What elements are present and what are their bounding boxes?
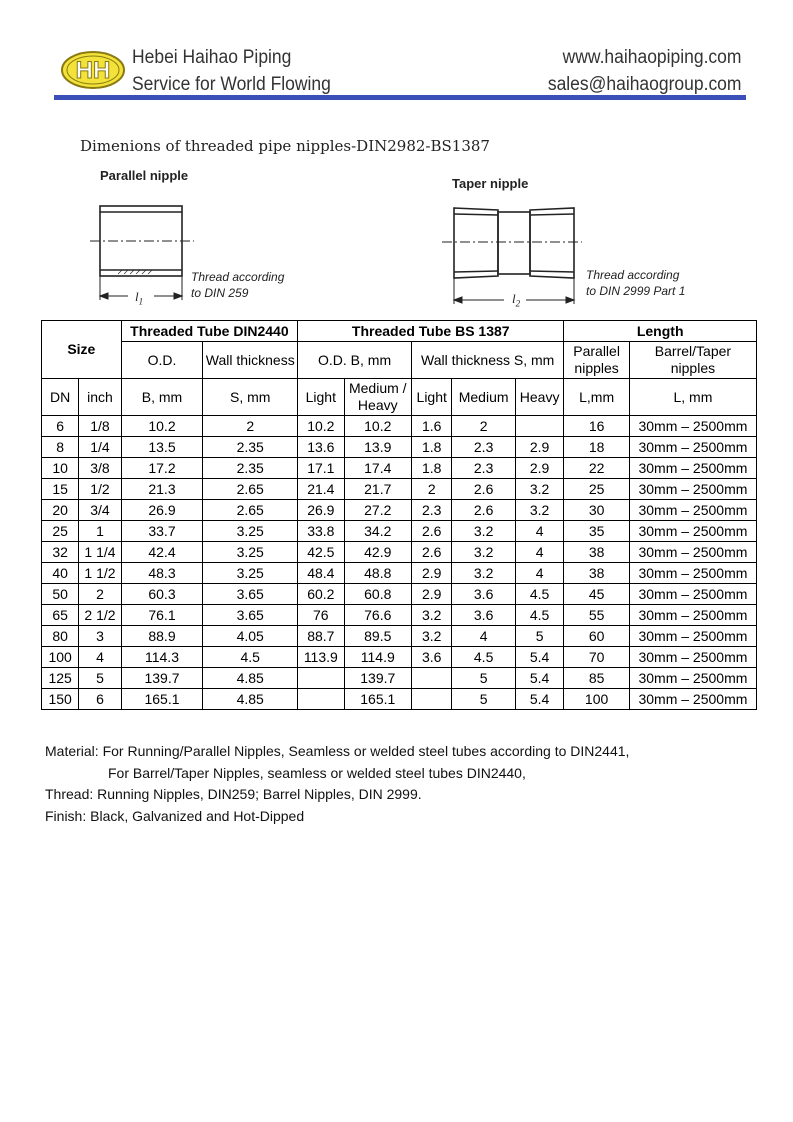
cell-parallel-length: 30 (564, 500, 630, 521)
table-body (42, 416, 757, 710)
cell-wall-medium: 4.5 (452, 647, 516, 668)
cell-wall-s: 4.05 (203, 626, 298, 647)
cell-wall-medium: 3.2 (452, 563, 516, 584)
cell-barrel-length: 30mm – 2500mm (629, 458, 756, 479)
cell-wall-light: 2.3 (412, 500, 452, 521)
cell-bs-od-medium-heavy: 10.2 (344, 416, 412, 437)
cell-inch: 3 (79, 626, 121, 647)
cell-bs-od-medium-heavy: 17.4 (344, 458, 412, 479)
cell-dn: 15 (42, 479, 79, 500)
cell-parallel-length: 60 (564, 626, 630, 647)
cell-wall-heavy: 5.4 (515, 689, 563, 710)
cell-wall-light: 2.9 (412, 563, 452, 584)
table-row (42, 479, 757, 500)
cell-barrel-length: 30mm – 2500mm (629, 605, 756, 626)
cell-bs-od-medium-heavy: 27.2 (344, 500, 412, 521)
cell-parallel-length: 16 (564, 416, 630, 437)
cell-bs-od-light (298, 668, 344, 689)
cell-bs-od-medium-heavy: 165.1 (344, 689, 412, 710)
cell-od-b: 26.9 (121, 500, 203, 521)
cell-bs-od-light: 60.2 (298, 584, 344, 605)
parallel-dimension-label: $l_1$ (135, 289, 144, 307)
cell-bs-od-light: 48.4 (298, 563, 344, 584)
logo-text: HH (75, 57, 111, 84)
table-row (42, 584, 757, 605)
header-wall-medium: Medium (452, 379, 516, 416)
taper-nipple-drawing (454, 208, 574, 304)
cell-parallel-length: 70 (564, 647, 630, 668)
cell-wall-heavy: 3.2 (515, 500, 563, 521)
cell-wall-s: 4.85 (203, 668, 298, 689)
note-thread: Thread: Running Nipples, DIN259; Barrel Nipples, DIN 2999. (45, 786, 422, 802)
cell-parallel-length: 18 (564, 437, 630, 458)
header-bs-od: O.D. B, mm (298, 342, 412, 379)
cell-od-b: 60.3 (121, 584, 203, 605)
cell-od-b: 17.2 (121, 458, 203, 479)
cell-wall-medium: 5 (452, 668, 516, 689)
cell-bs-od-light: 10.2 (298, 416, 344, 437)
header-b-mm: B, mm (121, 379, 203, 416)
cell-dn: 50 (42, 584, 79, 605)
cell-wall-s: 3.25 (203, 563, 298, 584)
cell-wall-light: 3.6 (412, 647, 452, 668)
note-material-2: For Barrel/Taper Nipples, seamless or welded steel tubes DIN2440, (108, 764, 526, 781)
cell-bs-od-medium-heavy: 48.8 (344, 563, 412, 584)
cell-od-b: 165.1 (121, 689, 203, 710)
cell-dn: 8 (42, 437, 79, 458)
cell-parallel-length: 25 (564, 479, 630, 500)
cell-barrel-length: 30mm – 2500mm (629, 500, 756, 521)
cell-bs-od-medium-heavy: 139.7 (344, 668, 412, 689)
cell-wall-heavy: 4 (515, 542, 563, 563)
header-l-mm-barrel: L, mm (629, 379, 756, 416)
cell-bs-od-light: 33.8 (298, 521, 344, 542)
cell-od-b: 76.1 (121, 605, 203, 626)
cell-inch: 1 1/4 (79, 542, 121, 563)
cell-wall-s: 2.35 (203, 437, 298, 458)
table-row (42, 689, 757, 710)
cell-od-b: 48.3 (121, 563, 203, 584)
table-row (42, 668, 757, 689)
cell-wall-light: 2.6 (412, 521, 452, 542)
header-l-mm: L,mm (564, 379, 630, 416)
cell-inch: 5 (79, 668, 121, 689)
cell-inch: 1 (79, 521, 121, 542)
taper-thread-note: Thread according to DIN 2999 Part 1 (586, 268, 686, 298)
cell-parallel-length: 55 (564, 605, 630, 626)
table-row (42, 542, 757, 563)
document-title: Dimenions of threaded pipe nipples-DIN2982-BS1387 (80, 137, 490, 155)
cell-dn: 10 (42, 458, 79, 479)
cell-parallel-length: 38 (564, 563, 630, 584)
cell-barrel-length: 30mm – 2500mm (629, 668, 756, 689)
cell-parallel-length: 22 (564, 458, 630, 479)
header-wall-heavy: Heavy (515, 379, 563, 416)
cell-bs-od-light: 21.4 (298, 479, 344, 500)
cell-wall-light: 2 (412, 479, 452, 500)
header-bs1387: Threaded Tube BS 1387 (298, 321, 564, 342)
cell-bs-od-light: 76 (298, 605, 344, 626)
cell-od-b: 10.2 (121, 416, 203, 437)
cell-wall-medium: 3.2 (452, 542, 516, 563)
cell-barrel-length: 30mm – 2500mm (629, 437, 756, 458)
cell-bs-od-medium-heavy: 60.8 (344, 584, 412, 605)
header-dn: DN (42, 379, 79, 416)
cell-wall-medium: 2.3 (452, 437, 516, 458)
table-row (42, 521, 757, 542)
company-slogan: Service for World Flowing (132, 74, 331, 95)
cell-bs-od-medium-heavy: 89.5 (344, 626, 412, 647)
email-link[interactable]: sales@haihaogroup.com (547, 74, 741, 95)
cell-dn: 80 (42, 626, 79, 647)
cell-barrel-length: 30mm – 2500mm (629, 626, 756, 647)
cell-inch: 2 1/2 (79, 605, 121, 626)
table-row (42, 500, 757, 521)
cell-barrel-length: 30mm – 2500mm (629, 563, 756, 584)
cell-wall-heavy: 4 (515, 563, 563, 584)
cell-wall-heavy: 4.5 (515, 584, 563, 605)
cell-barrel-length: 30mm – 2500mm (629, 416, 756, 437)
cell-bs-od-medium-heavy: 42.9 (344, 542, 412, 563)
header-wall-light: Light (412, 379, 452, 416)
cell-wall-s: 3.65 (203, 584, 298, 605)
header-bs-wall: Wall thickness S, mm (412, 342, 564, 379)
cell-wall-s: 2 (203, 416, 298, 437)
cell-dn: 40 (42, 563, 79, 584)
cell-inch: 2 (79, 584, 121, 605)
cell-bs-od-light: 13.6 (298, 437, 344, 458)
header-wall-thickness: Wall thickness (203, 342, 298, 379)
table-row (42, 647, 757, 668)
cell-wall-medium: 4 (452, 626, 516, 647)
cell-inch: 1 1/2 (79, 563, 121, 584)
header-length: Length (564, 321, 757, 342)
table-row (42, 458, 757, 479)
taper-dimension-label: $l_2$ (512, 291, 521, 309)
cell-wall-s: 2.65 (203, 479, 298, 500)
cell-parallel-length: 85 (564, 668, 630, 689)
table-row (42, 626, 757, 647)
note-finish: Finish: Black, Galvanized and Hot-Dipped (45, 807, 305, 824)
cell-od-b: 13.5 (121, 437, 203, 458)
cell-wall-heavy: 5.4 (515, 647, 563, 668)
cell-wall-medium: 5 (452, 689, 516, 710)
taper-nipple-label: Taper nipple (452, 176, 529, 191)
cell-dn: 25 (42, 521, 79, 542)
header-parallel-nipples: Parallel nipples (564, 342, 630, 379)
cell-wall-light (412, 689, 452, 710)
cell-od-b: 139.7 (121, 668, 203, 689)
notes-block (45, 741, 629, 827)
cell-od-b: 88.9 (121, 626, 203, 647)
cell-wall-medium: 3.6 (452, 605, 516, 626)
cell-wall-light: 3.2 (412, 605, 452, 626)
cell-bs-od-medium-heavy: 114.9 (344, 647, 412, 668)
cell-wall-s: 3.25 (203, 521, 298, 542)
table-row (42, 605, 757, 626)
cell-dn: 20 (42, 500, 79, 521)
cell-wall-s: 4.5 (203, 647, 298, 668)
cell-parallel-length: 45 (564, 584, 630, 605)
cell-wall-light: 2.6 (412, 542, 452, 563)
cell-bs-od-medium-heavy: 21.7 (344, 479, 412, 500)
header-s-mm: S, mm (203, 379, 298, 416)
dimensions-table (41, 320, 757, 710)
cell-wall-heavy: 4.5 (515, 605, 563, 626)
cell-bs-od-light: 17.1 (298, 458, 344, 479)
table-row (42, 563, 757, 584)
cell-inch: 1/8 (79, 416, 121, 437)
header-od-light: Light (298, 379, 344, 416)
table-row (42, 416, 757, 437)
header-barrel-nipples: Barrel/Taper nipples (629, 342, 756, 379)
cell-wall-heavy: 5.4 (515, 668, 563, 689)
cell-wall-light: 1.8 (412, 458, 452, 479)
cell-wall-heavy: 3.2 (515, 479, 563, 500)
cell-inch: 3/8 (79, 458, 121, 479)
cell-bs-od-light: 26.9 (298, 500, 344, 521)
header-divider (54, 95, 746, 100)
contact-block (547, 44, 741, 98)
cell-dn: 32 (42, 542, 79, 563)
cell-wall-medium: 2 (452, 416, 516, 437)
parallel-thread-note: Thread according to DIN 259 (191, 270, 285, 300)
cell-wall-heavy: 2.9 (515, 437, 563, 458)
cell-dn: 150 (42, 689, 79, 710)
cell-inch: 1/2 (79, 479, 121, 500)
cell-dn: 65 (42, 605, 79, 626)
header-od-medium-heavy: Medium / Heavy (344, 379, 412, 416)
header-size: Size (42, 321, 122, 379)
cell-bs-od-light (298, 689, 344, 710)
parallel-nipple-label: Parallel nipple (100, 168, 189, 183)
company-logo (60, 50, 126, 90)
cell-barrel-length: 30mm – 2500mm (629, 542, 756, 563)
header-od: O.D. (121, 342, 203, 379)
cell-parallel-length: 35 (564, 521, 630, 542)
cell-wall-medium: 2.6 (452, 500, 516, 521)
cell-wall-light: 1.8 (412, 437, 452, 458)
cell-barrel-length: 30mm – 2500mm (629, 521, 756, 542)
website-link[interactable]: www.haihaopiping.com (562, 47, 741, 68)
cell-wall-s: 2.65 (203, 500, 298, 521)
cell-bs-od-medium-heavy: 76.6 (344, 605, 412, 626)
cell-inch: 6 (79, 689, 121, 710)
note-material-1: Material: For Running/Parallel Nipples, Seamless or welded steel tubes according to DIN2441, (45, 743, 630, 759)
cell-wall-heavy (515, 416, 563, 437)
cell-wall-heavy: 4 (515, 521, 563, 542)
cell-wall-heavy: 2.9 (515, 458, 563, 479)
cell-wall-light: 1.6 (412, 416, 452, 437)
cell-wall-medium: 3.2 (452, 521, 516, 542)
cell-wall-heavy: 5 (515, 626, 563, 647)
cell-od-b: 21.3 (121, 479, 203, 500)
table-row (42, 437, 757, 458)
cell-od-b: 114.3 (121, 647, 203, 668)
cell-dn: 100 (42, 647, 79, 668)
cell-wall-s: 3.65 (203, 605, 298, 626)
cell-wall-medium: 3.6 (452, 584, 516, 605)
cell-parallel-length: 100 (564, 689, 630, 710)
cell-wall-medium: 2.6 (452, 479, 516, 500)
cell-bs-od-light: 88.7 (298, 626, 344, 647)
cell-wall-light: 3.2 (412, 626, 452, 647)
header-inch: inch (79, 379, 121, 416)
cell-barrel-length: 30mm – 2500mm (629, 584, 756, 605)
cell-bs-od-light: 113.9 (298, 647, 344, 668)
cell-wall-light (412, 668, 452, 689)
cell-wall-s: 4.85 (203, 689, 298, 710)
header-din2440: Threaded Tube DIN2440 (121, 321, 297, 342)
cell-barrel-length: 30mm – 2500mm (629, 647, 756, 668)
cell-wall-s: 3.25 (203, 542, 298, 563)
cell-inch: 1/4 (79, 437, 121, 458)
cell-inch: 3/4 (79, 500, 121, 521)
cell-dn: 125 (42, 668, 79, 689)
company-name: Hebei Haihao Piping (132, 47, 292, 68)
cell-bs-od-medium-heavy: 13.9 (344, 437, 412, 458)
cell-wall-medium: 2.3 (452, 458, 516, 479)
cell-wall-s: 2.35 (203, 458, 298, 479)
cell-inch: 4 (79, 647, 121, 668)
cell-od-b: 33.7 (121, 521, 203, 542)
cell-bs-od-medium-heavy: 34.2 (344, 521, 412, 542)
cell-wall-light: 2.9 (412, 584, 452, 605)
cell-barrel-length: 30mm – 2500mm (629, 689, 756, 710)
cell-od-b: 42.4 (121, 542, 203, 563)
company-block (132, 44, 331, 98)
cell-dn: 6 (42, 416, 79, 437)
cell-bs-od-light: 42.5 (298, 542, 344, 563)
cell-parallel-length: 38 (564, 542, 630, 563)
cell-barrel-length: 30mm – 2500mm (629, 479, 756, 500)
